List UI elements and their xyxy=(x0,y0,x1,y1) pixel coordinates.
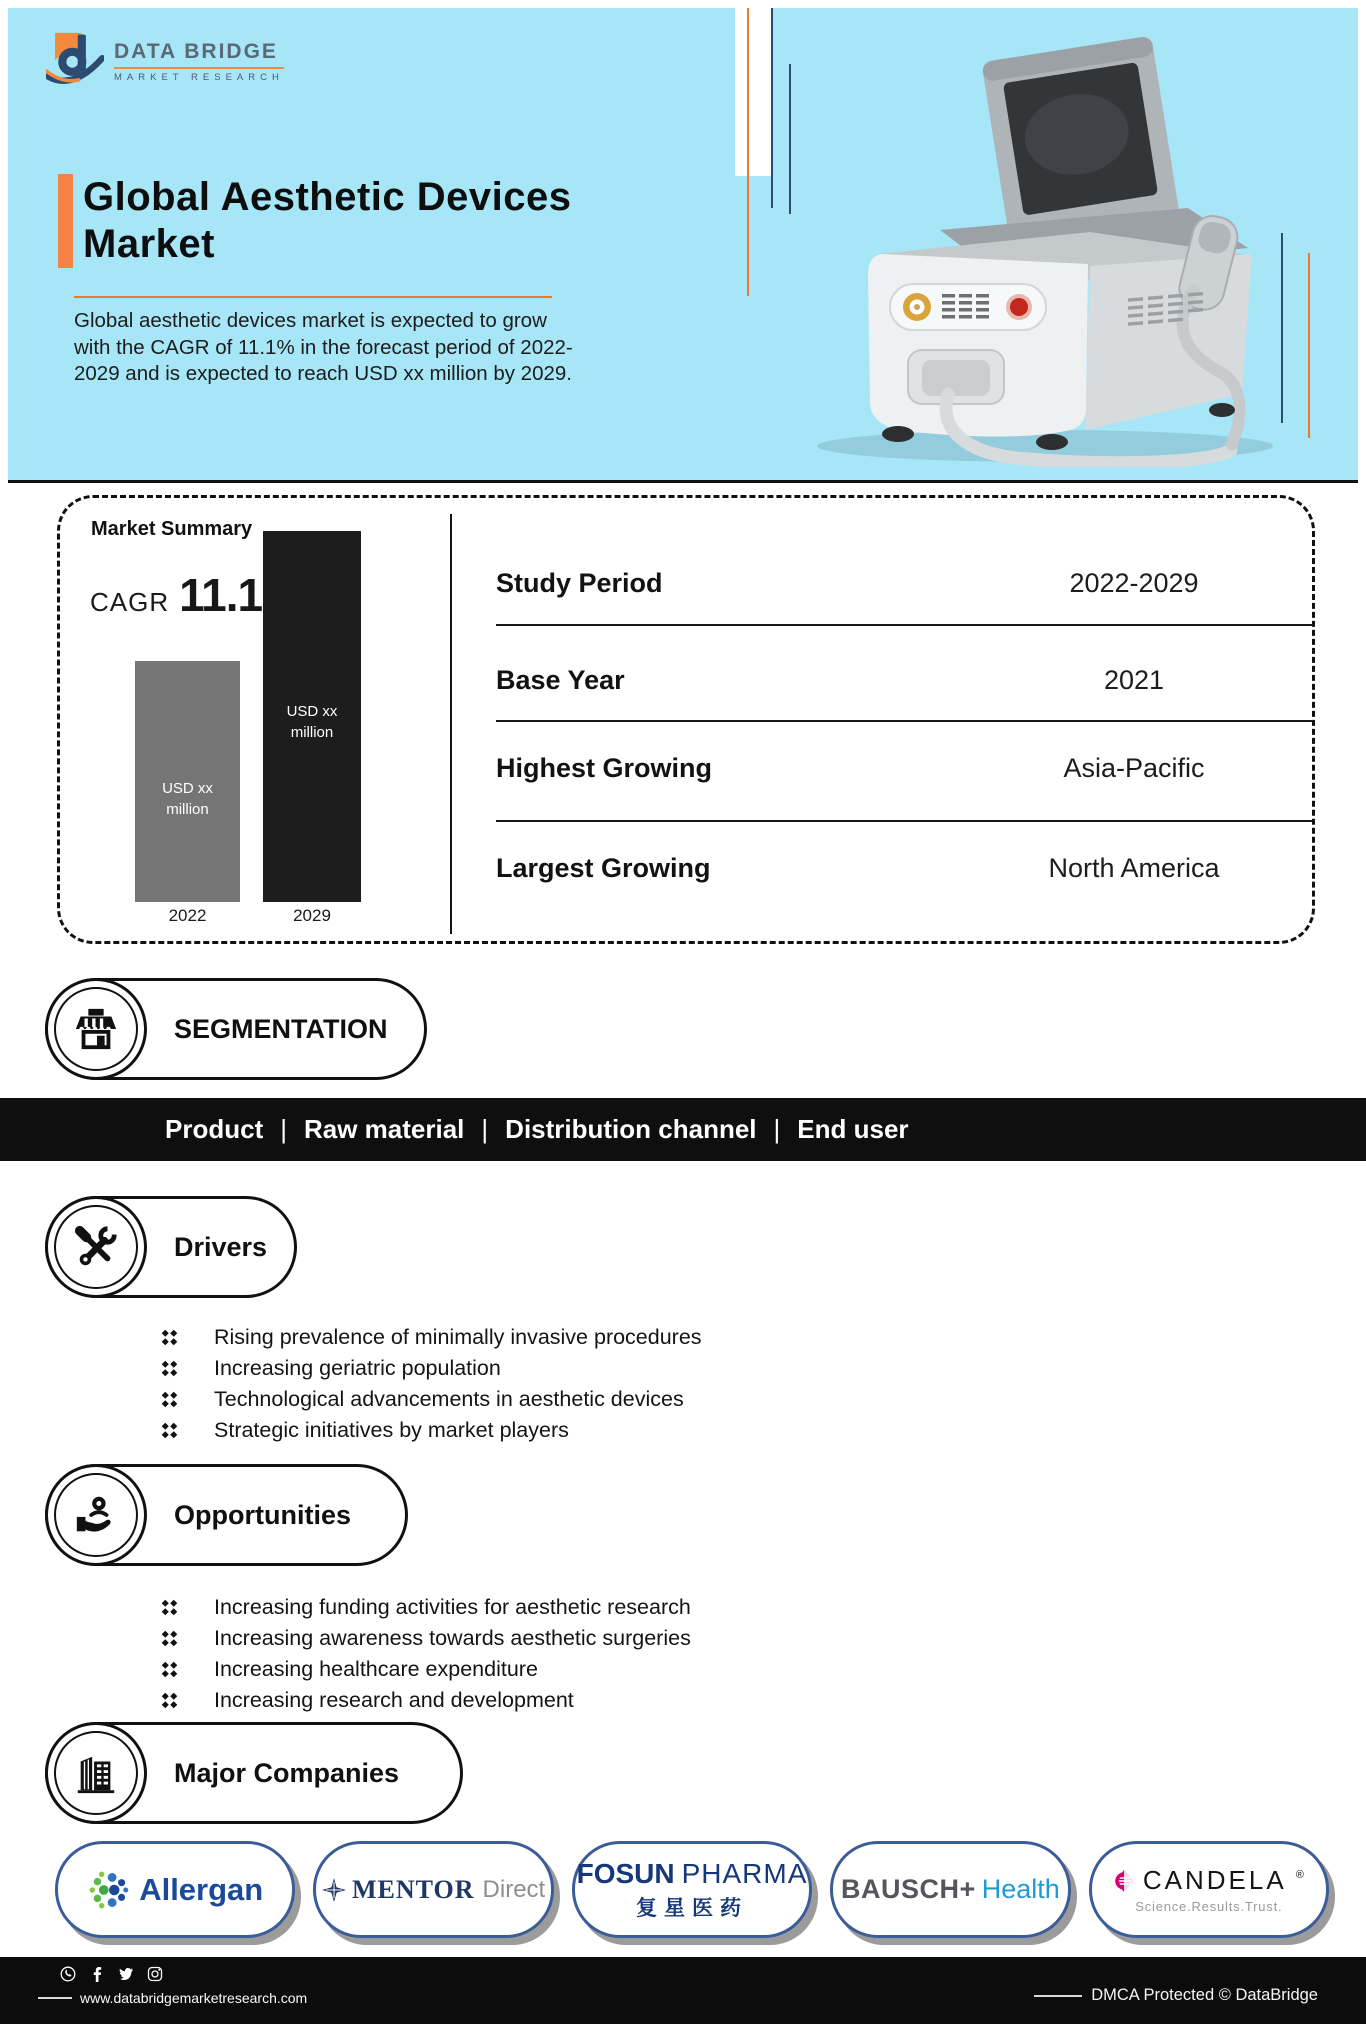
aesthetic-device-image xyxy=(790,22,1310,467)
bar-2029 xyxy=(263,531,361,902)
drivers-icon-circle xyxy=(45,1196,147,1298)
company-logos-row xyxy=(55,1841,1329,1938)
bausch-wordmark: BAUSCH+ xyxy=(841,1874,976,1904)
cagr-label: CAGR xyxy=(90,587,170,617)
facebook-icon[interactable] xyxy=(89,1966,105,1982)
hero-description: Global aesthetic devices market is expected to grow with the CAGR of 11.1% in the forecast period of 2022-2029 and is expected to reach USD xx million by 2029. xyxy=(74,309,573,385)
bullet-diamond-icon xyxy=(166,1635,173,1642)
separator: | xyxy=(773,1114,781,1144)
separator: | xyxy=(481,1114,489,1144)
mentor-wordmark: MENTOR xyxy=(352,1874,475,1904)
list-item: Increasing awareness towards aesthetic surgeries xyxy=(160,1623,691,1654)
databridge-logo xyxy=(46,30,284,90)
databridge-logo-mark xyxy=(46,30,104,90)
row-value: 2022-2029 xyxy=(1069,567,1199,598)
buildings-icon xyxy=(73,1750,119,1796)
row-value: North America xyxy=(1048,852,1220,883)
bar-2022 xyxy=(135,661,240,902)
mentor-star-icon xyxy=(322,1878,346,1902)
row-label: Study Period xyxy=(496,567,663,598)
bullet-diamond-icon xyxy=(166,1365,173,1372)
mentor-logo xyxy=(313,1841,553,1938)
decor-navy-line xyxy=(771,8,773,208)
brand-rule xyxy=(114,67,284,69)
opportunities-pill xyxy=(45,1464,408,1566)
row-label: Highest Growing xyxy=(496,752,712,783)
footer-url-row xyxy=(38,1990,307,2006)
twitter-icon[interactable] xyxy=(118,1966,134,1982)
market-summary-heading: Market Summary xyxy=(91,518,253,540)
opportunities-icon-circle xyxy=(45,1464,147,1566)
segmentation-icon-circle xyxy=(45,978,147,1080)
storefront-icon xyxy=(73,1006,119,1052)
bullet-diamond-icon xyxy=(166,1604,173,1611)
table-rule xyxy=(496,624,1314,626)
table-row xyxy=(496,840,1314,896)
brand-tagline: MARKET RESEARCH xyxy=(114,72,284,83)
segment-item: Product xyxy=(165,1114,264,1144)
cagr-value: 11.1 xyxy=(179,569,263,621)
allergan-dots-icon xyxy=(87,1869,131,1911)
bar-2022-axis-label: 2022 xyxy=(168,906,207,925)
bar-2029-axis-label: 2029 xyxy=(293,906,331,925)
bar-2029-value-label: USD xx million xyxy=(286,702,338,741)
major-companies-icon-circle xyxy=(45,1722,147,1824)
instagram-icon[interactable] xyxy=(147,1966,163,1982)
list-item: Increasing healthcare expenditure xyxy=(160,1654,691,1685)
fosun-wordmark: FOSUN xyxy=(576,1857,675,1889)
table-row xyxy=(496,555,1314,611)
social-icons xyxy=(60,1966,163,1982)
bausch-health-logo xyxy=(830,1841,1070,1938)
tools-icon xyxy=(73,1224,119,1270)
opportunities-list xyxy=(160,1592,691,1716)
footer xyxy=(0,1957,1366,2024)
separator: | xyxy=(280,1114,287,1144)
drivers-label: Drivers xyxy=(174,1231,268,1262)
fosun-chinese-text: 复星医药 xyxy=(636,1896,748,1920)
list-item: Strategic initiatives by market players xyxy=(160,1415,702,1446)
list-item: Technological advancements in aesthetic devices xyxy=(160,1384,702,1415)
fosun-pharma-text: PHARMA xyxy=(681,1857,808,1889)
title-underline xyxy=(74,296,552,298)
decor-orange-line xyxy=(747,8,749,296)
bullet-diamond-icon xyxy=(166,1666,173,1673)
brand-name: DATA BRIDGE xyxy=(114,40,278,63)
candela-wordmark: CANDELA xyxy=(1142,1865,1287,1895)
major-companies-label: Major Companies xyxy=(174,1757,400,1788)
row-label: Largest Growing xyxy=(496,852,711,883)
footer-dash xyxy=(38,1997,72,1999)
fosun-pharma-logo xyxy=(572,1841,812,1938)
footer-dash xyxy=(1034,1995,1082,1997)
table-row xyxy=(496,740,1314,796)
bullet-diamond-icon xyxy=(166,1697,173,1704)
drivers-pill xyxy=(45,1196,297,1298)
bullet-diamond-icon xyxy=(166,1427,173,1434)
title-accent-bar xyxy=(58,174,73,268)
drivers-list xyxy=(160,1322,702,1446)
dmca-row xyxy=(1034,1957,1318,2024)
bausch-health-text: Health xyxy=(981,1874,1060,1904)
candela-diamond-icon xyxy=(1114,1869,1134,1893)
segment-item: Distribution channel xyxy=(505,1114,757,1144)
page-title-line2: Market xyxy=(83,222,215,266)
major-companies-pill xyxy=(45,1722,463,1824)
summary-divider xyxy=(450,514,452,934)
table-rule xyxy=(496,820,1314,822)
segmentation-label: SEGMENTATION xyxy=(174,1013,388,1044)
opportunities-label: Opportunities xyxy=(174,1499,351,1530)
row-label: Base Year xyxy=(496,664,625,695)
whatsapp-icon[interactable] xyxy=(60,1966,76,1982)
row-value: Asia-Pacific xyxy=(1063,752,1205,783)
bar-2022-value-label: USD xx million xyxy=(162,779,213,818)
list-item: Increasing funding activities for aesthetic research xyxy=(160,1592,691,1623)
table-rule xyxy=(496,720,1314,722)
hand-person-icon xyxy=(73,1492,119,1538)
bullet-diamond-icon xyxy=(166,1334,173,1341)
segmentation-pill xyxy=(45,978,427,1080)
segmentation-band xyxy=(0,1098,1366,1161)
page-title xyxy=(83,174,571,268)
decor-white-stripe xyxy=(735,8,773,176)
registered-mark: ® xyxy=(1295,1868,1304,1881)
list-item: Rising prevalence of minimally invasive procedures xyxy=(160,1322,702,1353)
cagr-callout xyxy=(90,568,285,622)
dmca-text: DMCA Protected © DataBridge xyxy=(1091,1986,1318,2004)
segment-item: End user xyxy=(797,1114,909,1144)
list-item: Increasing research and development xyxy=(160,1685,691,1716)
row-value: 2021 xyxy=(1103,664,1165,695)
candela-logo xyxy=(1089,1841,1329,1938)
footer-url[interactable]: www.databridgemarketresearch.com xyxy=(80,1990,308,2006)
segment-item: Raw material xyxy=(304,1114,465,1144)
candela-tagline: Science.Results.Trust. xyxy=(1135,1899,1283,1914)
allergan-wordmark: Allergan xyxy=(139,1871,264,1907)
market-summary-box xyxy=(57,495,1315,944)
mentor-direct-text: Direct xyxy=(482,1875,546,1903)
bullet-diamond-icon xyxy=(166,1396,173,1403)
allergan-logo xyxy=(55,1841,295,1938)
table-row xyxy=(496,652,1314,708)
page-title-line1: Global Aesthetic Devices xyxy=(83,175,572,219)
list-item: Increasing geriatric population xyxy=(160,1353,702,1384)
hero-header xyxy=(8,8,1358,483)
